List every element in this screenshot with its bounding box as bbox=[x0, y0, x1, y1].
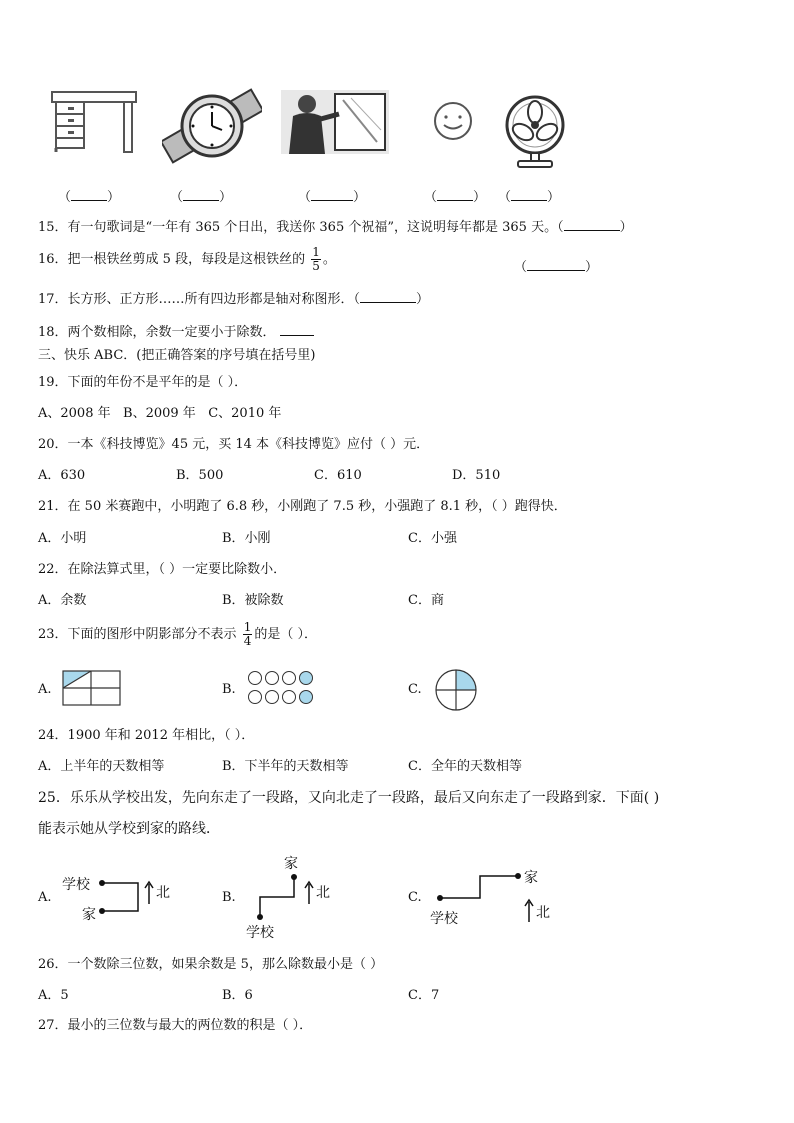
option-c[interactable]: C．商 bbox=[408, 593, 444, 608]
option-c[interactable]: C、2010 年 bbox=[208, 406, 282, 421]
option-a-figure[interactable] bbox=[62, 670, 122, 708]
question-17-answer-blank[interactable] bbox=[360, 290, 416, 303]
question-25-text-2: 能表示她从学校到家的路线． bbox=[38, 821, 220, 837]
question-15 bbox=[38, 218, 633, 237]
fraction-denominator: 4 bbox=[243, 634, 252, 648]
map-b-route[interactable] bbox=[254, 872, 300, 922]
option-b[interactable]: B．6 bbox=[222, 988, 253, 1003]
answer-paren-4[interactable] bbox=[424, 186, 486, 205]
question-18-answer-blank[interactable] bbox=[280, 323, 314, 336]
paren-open: （ bbox=[298, 190, 312, 205]
electric-fan-image bbox=[500, 95, 570, 169]
map-c-school-label: 学校 bbox=[430, 911, 458, 927]
answer-paren-3[interactable] bbox=[298, 186, 366, 205]
option-b[interactable]: B．小刚 bbox=[222, 531, 271, 546]
paren-close: ） bbox=[547, 190, 561, 205]
option-a[interactable]: A．小明 bbox=[38, 531, 87, 546]
option-a-label[interactable]: A. bbox=[38, 682, 52, 697]
option-a[interactable]: A．5 bbox=[38, 988, 69, 1003]
option-b-label[interactable]: B. bbox=[222, 682, 236, 697]
question-23-text: 23．下面的图形中阴影部分不表示 bbox=[38, 627, 237, 642]
option-a[interactable]: A、2008 年 bbox=[38, 406, 111, 421]
paren-open: （ bbox=[58, 190, 72, 205]
map-c-route[interactable] bbox=[436, 870, 524, 904]
question-16-text: 16．把一根铁丝剪成 5 段，每段是这根铁丝的 bbox=[38, 252, 306, 267]
paren-close: ） bbox=[219, 190, 233, 205]
answer-blank[interactable] bbox=[71, 188, 107, 201]
question-20 bbox=[38, 436, 429, 454]
option-b[interactable]: B．500 bbox=[176, 468, 224, 483]
answer-blank[interactable] bbox=[511, 188, 547, 201]
option-c[interactable]: C．小强 bbox=[408, 531, 457, 546]
answer-blank[interactable] bbox=[183, 188, 219, 201]
answer-paren-5[interactable] bbox=[498, 186, 560, 205]
question-20-text: 20．一本《科技博览》45 元，买 14 本《科技博览》应付（ ）元． bbox=[38, 437, 430, 452]
answer-blank[interactable] bbox=[437, 188, 473, 201]
section-3-text: 三、快乐 ABC．(把正确答案的序号填在括号里) bbox=[38, 348, 316, 363]
option-a[interactable]: A．余数 bbox=[38, 593, 87, 608]
option-c[interactable]: C．全年的天数相等 bbox=[408, 759, 522, 774]
question-25-line-2 bbox=[38, 820, 220, 838]
map-b-north-label: 北 bbox=[316, 885, 330, 901]
map-b-home-label: 家 bbox=[284, 856, 298, 872]
paren-open: （ bbox=[424, 190, 438, 205]
option-c-label[interactable]: C. bbox=[408, 890, 422, 905]
answer-paren-1[interactable] bbox=[58, 186, 120, 205]
paren-close: ） bbox=[473, 190, 487, 205]
paren-open: （ bbox=[498, 190, 512, 205]
question-16-answer-paren[interactable] bbox=[514, 256, 598, 275]
question-15-answer-blank[interactable] bbox=[564, 218, 620, 231]
option-a[interactable]: A．上半年的天数相等 bbox=[38, 759, 165, 774]
question-25-text: 25．乐乐从学校出发，先向东走了一段路，又向北走了一段路，最后又向东走了一段路到家．下面( ) bbox=[38, 790, 660, 806]
option-c[interactable]: C．610 bbox=[314, 468, 362, 483]
question-17 bbox=[38, 290, 429, 309]
map-c-north-label: 北 bbox=[536, 905, 550, 921]
paren-open: （ bbox=[170, 190, 184, 205]
answer-paren-2[interactable] bbox=[170, 186, 232, 205]
option-a-label[interactable]: A. bbox=[38, 890, 52, 905]
paren-close: ） bbox=[107, 190, 121, 205]
paren-close: ） bbox=[353, 190, 367, 205]
question-16-text-end: 。 bbox=[322, 252, 336, 267]
fraction-numerator: 1 bbox=[243, 620, 252, 634]
question-23-text-end: 的是（ ）． bbox=[254, 627, 317, 642]
question-25-line-1 bbox=[38, 789, 659, 807]
question-21-text: 21．在 50 米赛跑中，小明跑了 6.8 秒，小刚跑了 7.5 秒，小强跑了 8.1 秒，（ ）跑得快． bbox=[38, 499, 567, 514]
question-26-text: 26．一个数除三位数，如果余数是 5，那么除数最小是（ ） bbox=[38, 957, 384, 972]
option-b-label[interactable]: B. bbox=[222, 890, 236, 905]
map-c-north-arrow-icon bbox=[524, 898, 534, 924]
question-23 bbox=[38, 620, 317, 650]
question-19-text: 19．下面的年份不是平年的是（ ）． bbox=[38, 375, 248, 390]
question-24-text: 24．1900 年和 2012 年相比，（ ）． bbox=[38, 728, 255, 743]
map-a-north-label: 北 bbox=[156, 885, 170, 901]
map-a-route[interactable] bbox=[98, 876, 142, 916]
fraction-one-fifth bbox=[311, 246, 321, 273]
fraction-one-quarter bbox=[243, 621, 253, 648]
question-16 bbox=[38, 245, 336, 275]
question-21 bbox=[38, 498, 567, 516]
paren-open: （ bbox=[514, 260, 528, 275]
desk-image bbox=[48, 88, 140, 156]
question-24 bbox=[38, 727, 254, 745]
paren-close: ） bbox=[585, 260, 599, 275]
question-26 bbox=[38, 956, 383, 974]
question-19 bbox=[38, 374, 247, 392]
fraction-denominator: 5 bbox=[312, 259, 320, 273]
question-18-text: 18．两个数相除，余数一定要小于除数． bbox=[38, 325, 276, 340]
question-27-text: 27．最小的三位数与最大的两位数的积是（ ）． bbox=[38, 1018, 313, 1033]
question-18 bbox=[38, 323, 314, 342]
option-b[interactable]: B、2009 年 bbox=[123, 406, 196, 421]
answer-blank[interactable] bbox=[311, 188, 353, 201]
map-b-school-label: 学校 bbox=[246, 925, 274, 941]
option-b[interactable]: B．被除数 bbox=[222, 593, 284, 608]
map-c-home-label: 家 bbox=[524, 870, 538, 886]
map-a-home-label: 家 bbox=[82, 907, 96, 923]
person-opening-window-image bbox=[281, 90, 389, 154]
paren-close: ） bbox=[619, 220, 633, 235]
question-22 bbox=[38, 561, 286, 579]
answer-blank[interactable] bbox=[527, 258, 585, 271]
option-b-figure[interactable] bbox=[246, 668, 316, 708]
wristwatch-image bbox=[162, 86, 262, 166]
map-a-school-label: 学校 bbox=[62, 877, 90, 893]
option-c-figure[interactable] bbox=[434, 668, 480, 712]
fraction-numerator: 1 bbox=[312, 245, 320, 259]
option-c[interactable]: C．7 bbox=[408, 988, 440, 1003]
paren-close: ） bbox=[416, 292, 430, 307]
question-15-text: 15．有一句歌词是“一年有 365 个日出，我送你 365 个祝福”，这说明每年都是 365 天。（ bbox=[38, 220, 564, 235]
question-19-options bbox=[38, 405, 281, 423]
option-d[interactable]: D．510 bbox=[452, 468, 501, 483]
question-17-text: 17．长方形、正方形……所有四边形都是轴对称图形．（ bbox=[38, 292, 361, 307]
smiley-face-image bbox=[432, 100, 474, 142]
section-3-heading bbox=[38, 347, 315, 365]
map-b-north-arrow-icon bbox=[304, 880, 314, 906]
option-a[interactable]: A．630 bbox=[38, 468, 86, 483]
question-22-text: 22．在除法算式里，（ ）一定要比除数小． bbox=[38, 562, 287, 577]
question-27 bbox=[38, 1017, 312, 1035]
option-b[interactable]: B．下半年的天数相等 bbox=[222, 759, 349, 774]
map-a-north-arrow-icon bbox=[144, 880, 154, 906]
option-c-label[interactable]: C. bbox=[408, 682, 422, 697]
